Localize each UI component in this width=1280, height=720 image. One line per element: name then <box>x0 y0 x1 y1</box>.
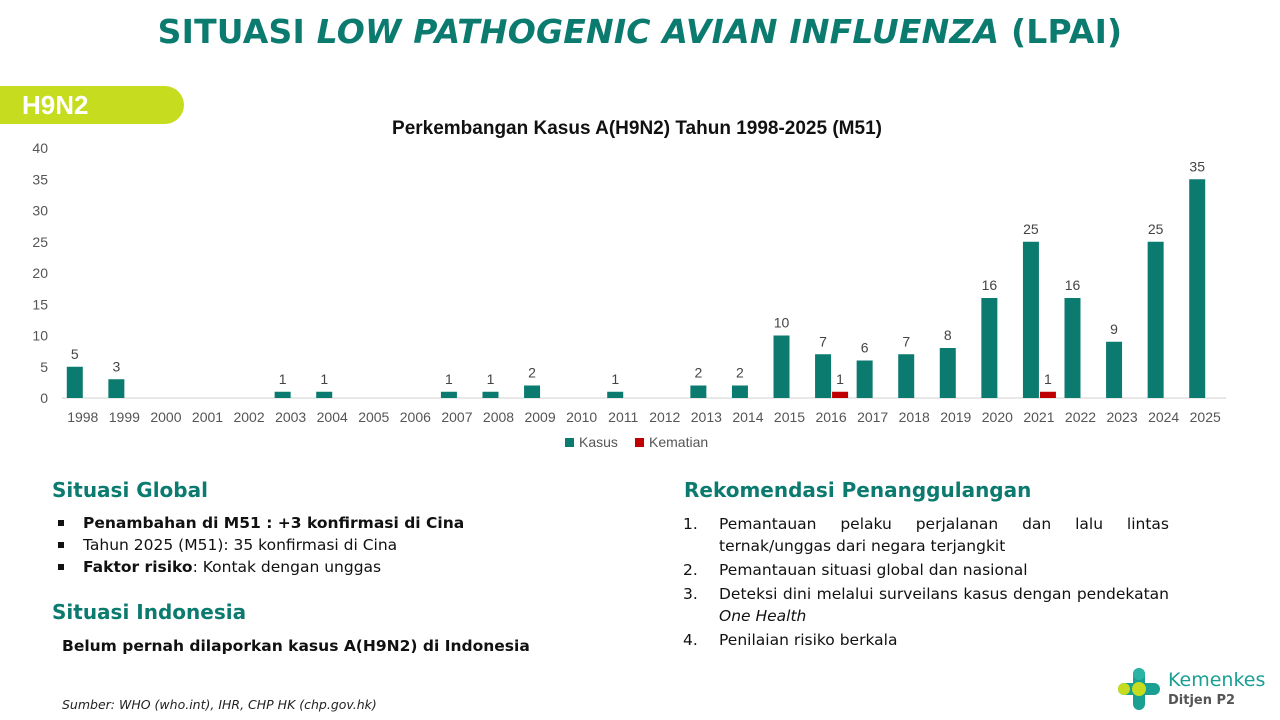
kasus-data-label: 1 <box>611 370 620 387</box>
x-tick-label: 2007 <box>441 409 473 425</box>
indonesia-text: Belum pernah dilaporkan kasus A(H9N2) di Indonesia <box>62 637 530 655</box>
x-tick-label: 2015 <box>773 409 806 425</box>
bars <box>67 158 1205 398</box>
kasus-bar <box>524 386 540 399</box>
y-tick-label: 30 <box>32 202 48 219</box>
x-tick-label: 2018 <box>898 409 930 425</box>
kasus-data-label: 16 <box>981 277 998 293</box>
recommendation-number: 3. <box>683 585 698 603</box>
recommendation-text: Deteksi dini melalui surveilans kasus dengan pendekatan <box>719 585 1169 603</box>
kasus-data-label: 25 <box>1023 220 1039 237</box>
kasus-data-label: 2 <box>694 364 703 381</box>
logo-subtitle: Ditjen P2 <box>1168 693 1236 708</box>
kasus-data-label: 3 <box>112 358 121 375</box>
kasus-data-label: 1 <box>445 370 453 387</box>
title-suffix: (LPAI) <box>999 12 1123 51</box>
recommendation-item <box>683 559 1169 581</box>
kasus-data-label: 1 <box>486 370 495 387</box>
global-list <box>56 512 464 578</box>
kasus-data-label: 7 <box>902 333 911 350</box>
kasus-bar <box>316 392 332 398</box>
recommendation-number: 2. <box>683 561 698 579</box>
y-tick-label: 15 <box>32 296 48 313</box>
recommendation-italic: One Health <box>719 607 807 625</box>
y-tick-label: 25 <box>32 233 48 250</box>
x-tick-label: 2020 <box>981 409 1013 425</box>
recommendation-item <box>683 583 1169 627</box>
kasus-bar <box>898 354 914 398</box>
x-tick-label: 2009 <box>524 409 556 425</box>
legend-label-kematian: Kematian <box>649 434 709 450</box>
x-tick-label: 2001 <box>191 409 224 425</box>
x-tick-label: 2012 <box>649 409 681 425</box>
recommendation-list <box>683 513 1169 653</box>
x-tick-label: 2011 <box>608 409 639 425</box>
indonesia-heading: Situasi Indonesia <box>52 600 247 624</box>
kematian-data-label: 1 <box>836 370 844 387</box>
y-tick-label: 35 <box>32 171 48 188</box>
kasus-bar <box>275 392 291 398</box>
kasus-data-label: 6 <box>860 339 869 356</box>
kemenkes-logo-icon <box>1116 666 1162 712</box>
kasus-bar <box>1148 242 1164 398</box>
kasus-data-label: 9 <box>1110 320 1118 337</box>
x-tick-label: 2016 <box>815 409 847 425</box>
x-tick-label: 2025 <box>1189 409 1221 425</box>
kasus-bar <box>441 392 457 398</box>
legend-swatch-kasus <box>565 438 574 447</box>
x-tick-label: 2003 <box>275 409 307 425</box>
recommendation-text: Penilaian risiko berkala <box>719 631 898 649</box>
kematian-data-label: 1 <box>1044 370 1052 387</box>
x-tick-label: 2024 <box>1148 409 1180 425</box>
x-tick-label: 2002 <box>233 409 265 425</box>
recommendation-number: 4. <box>683 631 698 649</box>
kemenkes-logo <box>1116 666 1276 716</box>
legend-label-kasus: Kasus <box>579 434 618 450</box>
kasus-bar <box>108 379 124 398</box>
kasus-data-label: 16 <box>1064 277 1081 293</box>
kasus-bar <box>607 392 623 398</box>
recommendation-item <box>683 629 1169 651</box>
kasus-bar <box>1106 342 1122 398</box>
x-tick-label: 2017 <box>857 409 889 425</box>
global-item-bold: Faktor risiko <box>83 558 193 576</box>
kasus-data-label: 8 <box>943 327 952 343</box>
page-title <box>0 12 1280 51</box>
kasus-bar <box>67 367 83 398</box>
kasus-bar <box>1023 242 1039 398</box>
chart-title: Perkembangan Kasus A(H9N2) Tahun 1998-2025 (M51) <box>392 118 882 139</box>
kasus-data-label: 2 <box>736 364 744 381</box>
kasus-data-label: 7 <box>819 333 827 350</box>
kasus-bar <box>774 336 790 399</box>
y-tick-label: 5 <box>40 358 48 375</box>
kematian-bar <box>832 392 848 398</box>
kasus-data-label: 1 <box>278 370 287 387</box>
kasus-data-label: 35 <box>1189 158 1206 175</box>
subtype-tag: H9N2 <box>0 86 184 124</box>
x-tick-label: 2014 <box>732 409 764 425</box>
x-tick-label: 1998 <box>67 409 99 425</box>
kasus-bar <box>815 354 831 398</box>
y-axis <box>32 140 48 406</box>
global-item <box>56 512 464 534</box>
x-tick-label: 2013 <box>690 409 722 425</box>
y-tick-label: 0 <box>40 390 48 406</box>
recommendation-number: 1. <box>683 515 698 533</box>
recommendation-item <box>683 513 1169 557</box>
title-prefix: SITUASI <box>157 12 317 51</box>
x-tick-label: 2008 <box>482 409 515 425</box>
recommendation-heading: Rekomendasi Penanggulangan <box>684 478 1032 502</box>
kasus-bar <box>1189 179 1205 398</box>
x-tick-label: 2000 <box>150 409 182 425</box>
kasus-data-label: 5 <box>70 345 79 362</box>
global-item <box>56 556 464 578</box>
x-tick-label: 2022 <box>1064 409 1097 425</box>
title-italic: LOW PATHOGENIC AVIAN INFLUENZA <box>316 12 1000 51</box>
kasus-bar <box>483 392 499 398</box>
x-tick-label: 2005 <box>358 409 390 425</box>
global-item-text: Tahun 2025 (M51): 35 konfirmasi di Cina <box>83 536 398 554</box>
y-tick-label: 40 <box>32 140 48 156</box>
kasus-bar <box>732 386 748 399</box>
legend-swatch-kematian <box>635 438 644 447</box>
recommendation-text: Pemantauan pelaku perjalanan dan lalu lintas ternak/unggas dari negara terjangkit <box>719 515 1169 555</box>
x-tick-label: 2021 <box>1023 409 1055 425</box>
kasus-bar <box>1065 298 1081 398</box>
kasus-data-label: 10 <box>773 314 790 331</box>
logo-name: Kemenkes <box>1168 669 1266 691</box>
global-heading: Situasi Global <box>52 478 208 502</box>
x-tick-label: 2006 <box>399 409 431 425</box>
global-item-bold: Penambahan di M51 : +3 konfirmasi di Cina <box>83 514 465 532</box>
y-tick-label: 20 <box>32 265 48 281</box>
recommendation-text: Pemantauan situasi global dan nasional <box>719 561 1028 579</box>
chart-legend <box>565 434 708 450</box>
cases-bar-chart <box>0 105 1280 465</box>
global-item <box>56 534 464 556</box>
kasus-bar <box>690 386 706 399</box>
source-note: Sumber: WHO (who.int), IHR, CHP HK (chp.gov.hk) <box>62 697 377 712</box>
kasus-bar <box>857 361 873 399</box>
x-tick-label: 2019 <box>940 409 972 425</box>
kasus-data-label: 25 <box>1147 220 1164 237</box>
kasus-data-label: 2 <box>528 364 536 381</box>
kasus-bar <box>940 348 956 398</box>
x-axis <box>62 398 1226 425</box>
kasus-bar <box>981 298 997 398</box>
x-tick-label: 2023 <box>1106 409 1138 425</box>
y-tick-label: 10 <box>32 327 48 344</box>
kasus-data-label: 1 <box>320 370 329 387</box>
global-item-text: : Kontak dengan unggas <box>192 558 382 576</box>
x-tick-label: 1999 <box>108 409 140 425</box>
x-tick-label: 2004 <box>316 409 348 425</box>
kematian-bar <box>1040 392 1056 398</box>
x-tick-label: 2010 <box>566 409 598 425</box>
